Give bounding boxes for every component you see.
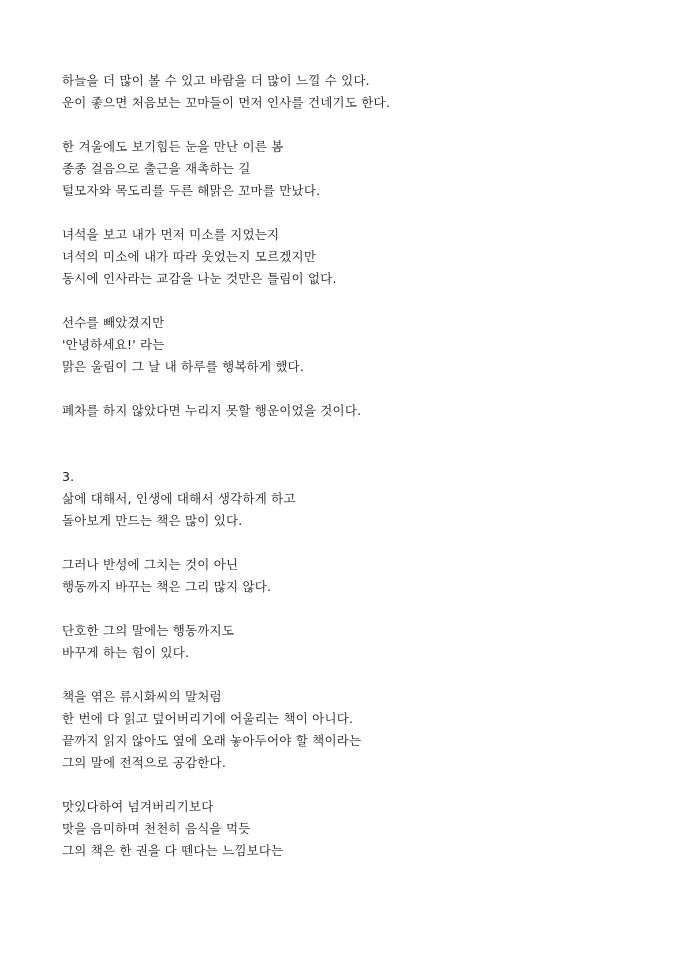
section-number: 3. — [62, 469, 75, 484]
text-line: 털모자와 목도리를 두른 해맑은 꼬마를 만났다. — [62, 183, 321, 198]
text-line: 동시에 인사라는 교감을 나눈 것만은 틀림이 없다. — [62, 271, 337, 286]
paragraph-9 — [62, 796, 640, 862]
paragraph-5 — [62, 400, 640, 422]
text-line: 삶에 대해서, 인생에 대해서 생각하게 하고 — [62, 491, 296, 506]
paragraph-4 — [62, 312, 640, 378]
paragraph-2 — [62, 136, 640, 202]
text-line: 책을 엮은 류시화씨의 말처럼 — [62, 689, 222, 704]
text-line: 운이 좋으면 처음보는 꼬마들이 먼저 인사를 건네기도 한다. — [62, 95, 390, 110]
text-line: 행동까지 바꾸는 책은 그리 많지 않다. — [62, 579, 272, 594]
text-line: 바꾸게 하는 힘이 있다. — [62, 645, 190, 660]
text-line: 녀석의 미소에 내가 따라 웃었는지 모르겠지만 — [62, 249, 317, 264]
paragraph-7 — [62, 620, 640, 664]
text-line: 맛있다하여 넘겨버리기보다 — [62, 799, 214, 814]
text-line: 하늘을 더 많이 볼 수 있고 바람을 더 많이 느낄 수 있다. — [62, 73, 370, 88]
paragraph-8 — [62, 686, 640, 774]
text-line: 한 번에 다 읽고 덮어버리기에 어울리는 책이 아니다. — [62, 711, 354, 726]
paragraph-6 — [62, 554, 640, 598]
text-line: 그의 말에 전적으로 공감한다. — [62, 755, 226, 770]
text-line: 폐차를 하지 않았다면 누리지 못할 행운이었을 것이다. — [62, 403, 362, 418]
text-line: '안녕하세요!' 라는 — [62, 337, 165, 352]
text-line: 맛을 음미하며 천천히 음식을 먹듯 — [62, 821, 251, 836]
text-line: 종종 걸음으로 출근을 재촉하는 길 — [62, 161, 251, 176]
text-line: 한 겨울에도 보기힘든 눈을 만난 이른 봄 — [62, 139, 284, 154]
text-line: 맑은 울림이 그 날 내 하루를 행복하게 했다. — [62, 359, 305, 374]
text-line: 녀석을 보고 내가 먼저 미소를 지었는지 — [62, 227, 280, 242]
text-line: 선수를 빼았겼지만 — [62, 315, 165, 330]
text-line: 돌아보게 만드는 책은 많이 있다. — [62, 513, 243, 528]
text-line: 단호한 그의 말에는 행동까지도 — [62, 623, 235, 638]
section-3 — [62, 466, 640, 532]
text-line: 그러나 반성에 그치는 것이 아닌 — [62, 557, 239, 572]
text-line: 그의 책은 한 권을 다 뗀다는 느낌보다는 — [62, 843, 284, 858]
paragraph-1 — [62, 70, 640, 114]
text-line: 끝까지 읽지 않아도 옆에 오래 놓아두어야 할 책이라는 — [62, 733, 362, 748]
paragraph-3 — [62, 224, 640, 290]
